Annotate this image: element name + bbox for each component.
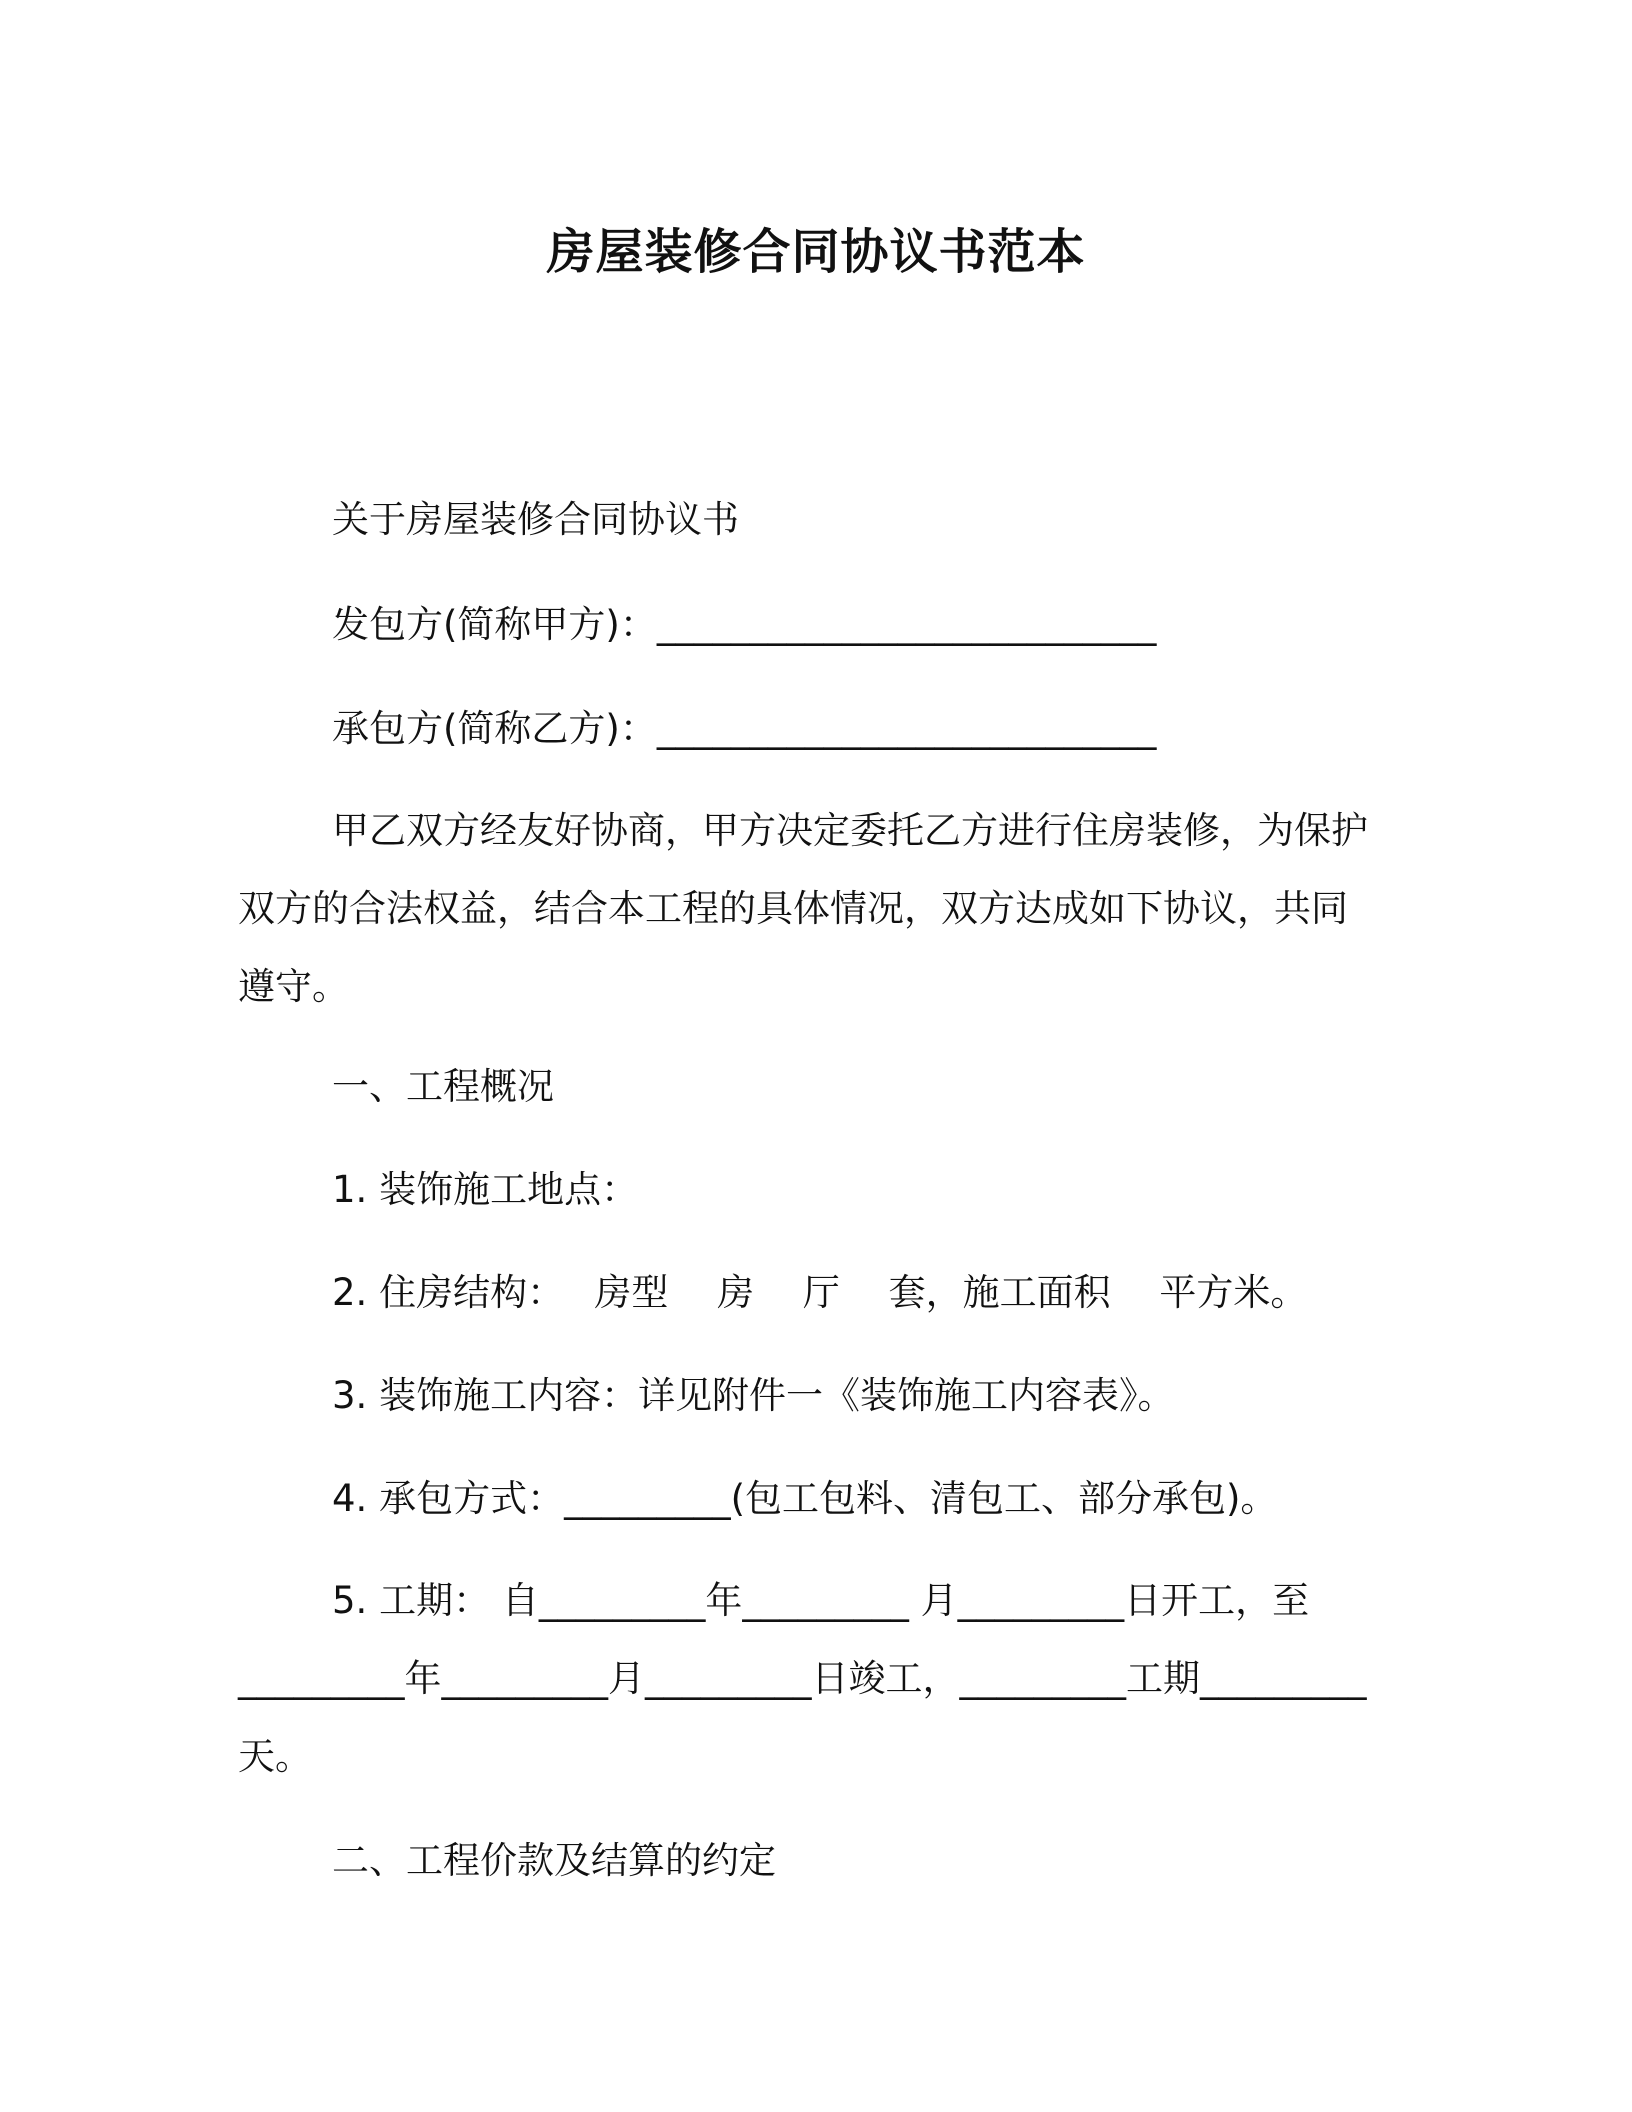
item-5-schedule-line-3: 天。 xyxy=(238,1735,312,1778)
intro-line-2: 双方的合法权益，结合本工程的具体情况，双方达成如下协议，共同 xyxy=(238,887,1348,930)
party-b-line: 承包方(简称乙方)：___________________________ xyxy=(332,707,1157,750)
section-2-heading: 二、工程价款及结算的约定 xyxy=(332,1839,776,1882)
document-subtitle: 关于房屋装修合同协议书 xyxy=(332,498,739,541)
item-1-construction-site: 1. 装饰施工地点： xyxy=(332,1168,639,1211)
item-2-house-structure: 2. 住房结构： 房型 房 厅 套，施工面积 平方米。 xyxy=(332,1271,1308,1314)
intro-line-1: 甲乙双方经友好协商，甲方决定委托乙方进行住房装修，为保护 xyxy=(332,809,1368,852)
intro-line-3: 遵守。 xyxy=(238,965,349,1008)
document-title: 房屋装修合同协议书范本 xyxy=(546,224,1086,280)
section-1-heading: 一、工程概况 xyxy=(332,1065,554,1108)
item-5-schedule-line-1: 5. 工期： 自_________年_________ 月_________日开工，至 xyxy=(332,1579,1310,1622)
item-3-construction-content: 3. 装饰施工内容：详见附件一《装饰施工内容表》。 xyxy=(332,1374,1175,1417)
item-5-schedule-line-2: _________年_________月_________日竣工，_________工期_________ xyxy=(238,1657,1367,1700)
party-a-line: 发包方(简称甲方)：___________________________ xyxy=(332,603,1157,646)
item-4-contract-method: 4. 承包方式：_________(包工包料、清包工、部分承包)。 xyxy=(332,1477,1278,1520)
